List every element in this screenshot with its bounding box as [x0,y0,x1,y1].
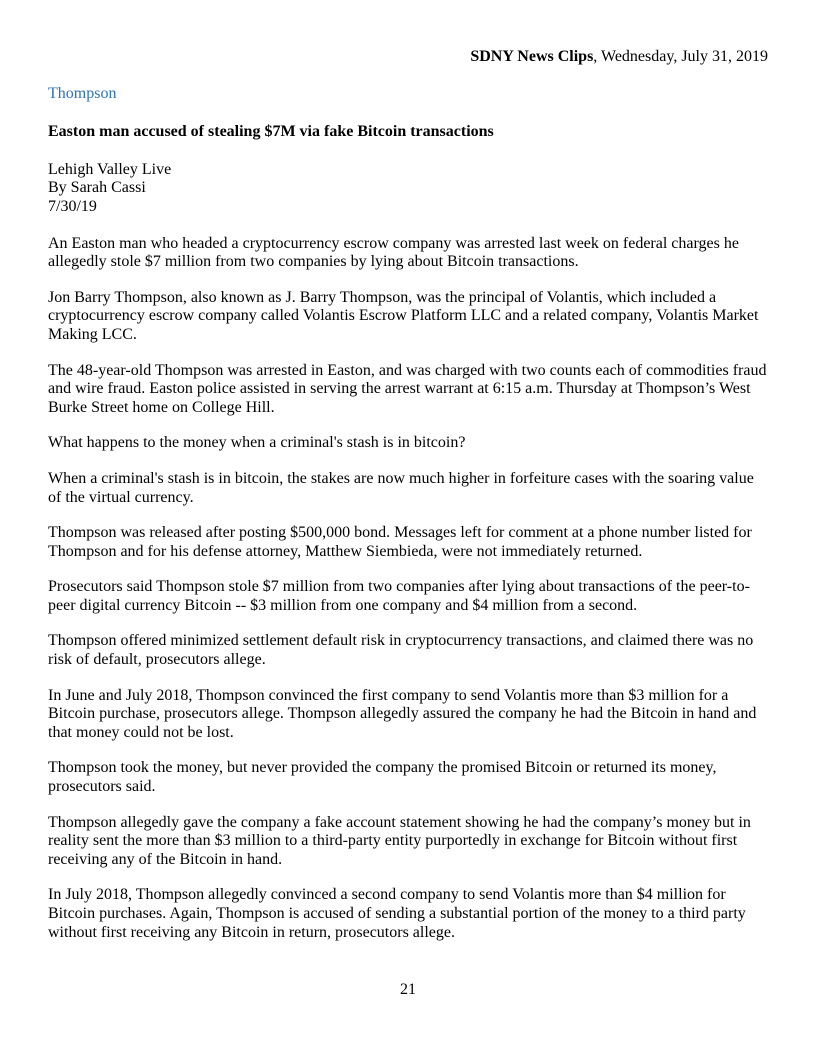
article-byline [48,161,768,217]
article-paragraph: The 48-year-old Thompson was arrested in Easton, and was charged with two counts each of commodities fraud and wire fraud. Easton police assisted in serving the arrest warrant at 6:15 a.m. Thursday at Thompson’s West Burke Street home on College Hill. [48,361,767,416]
byline-source: Lehigh Valley Live [48,160,172,178]
page-number: 21 [400,981,416,999]
article-paragraph: Thompson was released after posting $500,000 bond. Messages left for comment at a phone number listed for Thompson and for his defense attorney, Matthew Siembieda, were not immediately returned. [48,524,752,560]
article-paragraph: When a criminal's stash is in bitcoin, the stakes are now much higher in forfeiture cases with the soaring value of the virtual currency. [48,469,754,506]
byline-author: By Sarah Cassi [48,179,146,197]
article-paragraph: Thompson offered minimized settlement default risk in cryptocurrency transactions, and claimed there was no risk of default, prosecutors allege. [48,632,754,669]
header-date: , Wednesday, July 31, 2019 [593,48,768,65]
article-paragraph: In July 2018, Thompson allegedly convinced a second company to send Volantis more than $4 million for Bitcoin purchases. Again, Thompson is accused of sending a substantial portion of the money to a third party without first receiving any Bitcoin in return, prosecutors allege. [48,886,746,941]
article-paragraph: What happens to the money when a criminal's stash is in bitcoin? [48,434,466,452]
page-header [48,48,768,67]
article-paragraph: Thompson allegedly gave the company a fake account statement showing he had the company’s money but in reality sent the more than $3 million to a third-party entity purportedly in exchange for Bitcoin without first receiving any of the Bitcoin in hand. [48,813,751,868]
article-paragraph: Jon Barry Thompson, also known as J. Barry Thompson, was the principal of Volantis, which included a cryptocurrency escrow company called Volantis Escrow Platform LLC and a related company, Volantis Market Making LCC. [48,288,759,343]
article-paragraph: Thompson took the money, but never provided the company the promised Bitcoin or returned its money, prosecutors said. [48,759,717,796]
article-headline: Easton man accused of stealing $7M via fake Bitcoin transactions [48,123,494,141]
section-link-thompson[interactable]: Thompson [48,84,117,102]
byline-date: 7/30/19 [48,197,97,215]
article-paragraph: An Easton man who headed a cryptocurrency escrow company was arrested last week on federal charges he allegedly stole $7 million from two companies by lying about Bitcoin transactions. [48,234,739,271]
article-paragraph: Prosecutors said Thompson stole $7 million from two companies after lying about transactions of the peer-to-peer digital currency Bitcoin -- $3 million from one company and $4 million from a second. [48,578,750,614]
article-paragraph: In June and July 2018, Thompson convinced the first company to send Volantis more than $3 million for a Bitcoin purchase, prosecutors allege. Thompson allegedly assured the company he had the Bitcoin in hand and that money could not be lost. [48,686,757,741]
header-publication: SDNY News Clips [470,48,594,65]
